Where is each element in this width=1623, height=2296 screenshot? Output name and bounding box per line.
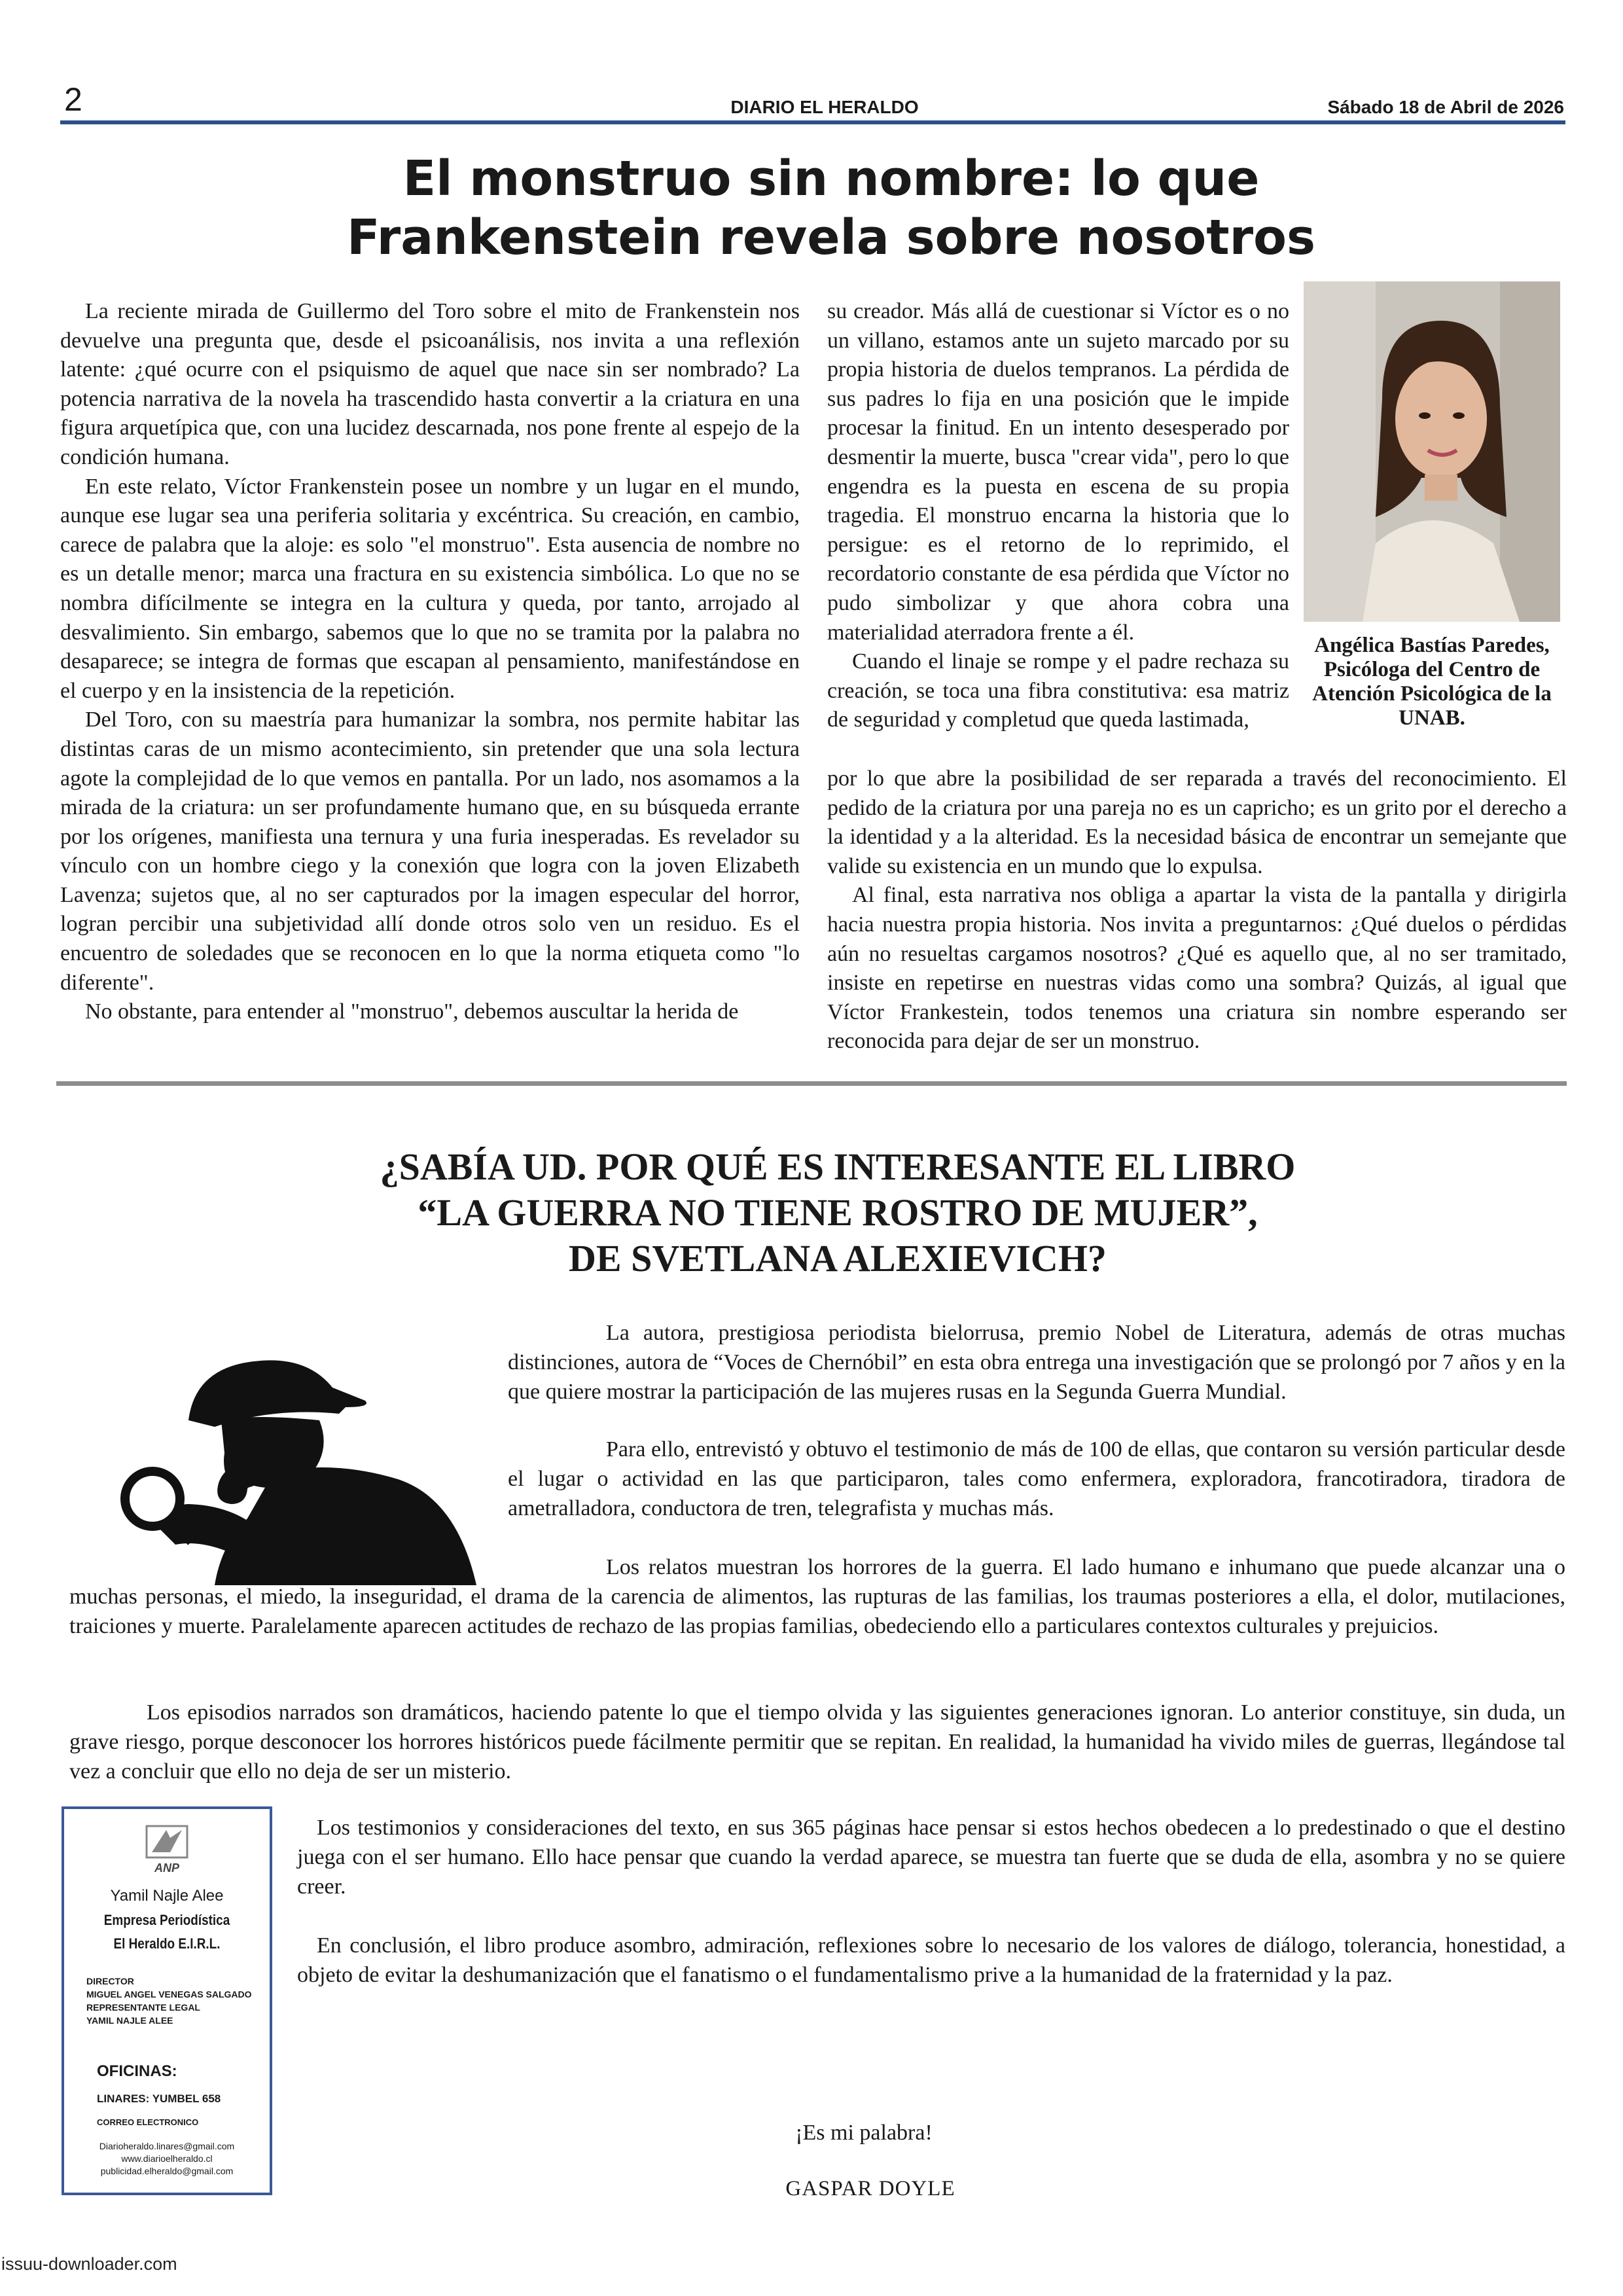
masthead-legal-name: YAMIL NAJLE ALEE: [86, 2015, 173, 2026]
masthead-director-name: MIGUEL ANGEL VENEGAS SALGADO: [86, 1989, 252, 2000]
masthead-email-label: CORREO ELECTRONICO: [97, 2117, 199, 2127]
masthead-offices-label: OFICINAS:: [97, 2062, 177, 2080]
article1-column-left: [60, 297, 800, 1027]
source-watermark: issuu-downloader.com: [1, 2254, 177, 2274]
masthead-linares-address: LINARES: YUMBEL 658: [97, 2092, 221, 2105]
masthead-company: Empresa Periodística: [103, 1912, 230, 1928]
article1-paragraph: por lo que abre la posibilidad de ser reparada a través del reconocimiento. El pedido de la criatura por una pareja no es un capricho; es un grito por el derecho a la identidad y a la alteridad. Es la necesidad básica de encontrar un semejante que valide su existencia en un mundo que lo expulsa.: [827, 766, 1567, 878]
anp-logo-label: ANP: [154, 1861, 179, 1874]
article1-paragraph: La reciente mirada de Guillermo del Toro sobre el mito de Frankenstein nos devuelve una pregunta que, desde el psicoanálisis, nos invita a una reflexión latente: ¿qué ocurre con el psiquismo de aquel que nace sin ser nombrado? La potencia narrativa de la novela ha trascendido hasta convertir a la criatura en una figura arquetípica que, con una lucidez descarnada, nos pone frente al espejo de la condición humana.: [60, 299, 800, 469]
article2-title-line2: “LA GUERRA NO TIENE ROSTRO DE MUJER”,: [418, 1191, 1258, 1234]
article2-paragraph: La autora, prestigiosa periodista bielorrusa, premio Nobel de Literatura, además de otras muchas distinciones, autora de “Voces de Chernóbil” en esta obra entrega una investigación que se prolongó por 7 años y en la que quiere mostrar la participación de las mujeres rusas en la Segunda Guerra Mundial.: [508, 1321, 1565, 1404]
header-rule: [60, 120, 1565, 124]
article1-title-line1: El monstruo sin nombre: lo que: [402, 151, 1260, 207]
article1-paragraph: En este relato, Víctor Frankenstein posee un nombre y un lugar en el mundo, aunque ese lugar sea una periferia solitaria y excéntrica. Su creación, en cambio, carece de palabra que la aloje: es solo "el monstruo". Esta ausencia de nombre no es un detalle menor; marca una fractura en su existencia simbólica. Lo que no se nombra difícilmente se integra en la cultura y queda, por tanto, arrojado al desvalimiento. Sin embargo, sabemos que lo que no se tramita por la palabra no desaparece; se integra de formas que escapan al pensamiento, manifestándose en el cuerpo y en la insistencia de la repetición.: [60, 474, 800, 703]
author-portrait-illustration: [1304, 281, 1560, 622]
article1-paragraph: Al final, esta narrativa nos obliga a apartar la vista de la pantalla y dirigirla hacia nuestra propia historia. Nos invita a preguntarnos: ¿Qué duelos o pérdidas aún no resueltas cargamos nosotros? ¿Qué es aquello que, al no ser tramitado, insiste en repetirse en nuestras vidas como una sombra? Quizás, al igual que Víctor Frankestein, todos tenemos una criatura sin nombre esperando ser reconocida para dejar de ser un monstruo.: [827, 883, 1567, 1054]
masthead-email-link[interactable]: Diarioheraldo.linares@gmail.com: [99, 2141, 235, 2151]
page-number: 2: [64, 81, 82, 118]
anp-logo-icon: [144, 1823, 190, 1860]
article2-paragraph: En conclusión, el libro produce asombro, admiración, reflexiones sobre lo necesario de los valores de diálogo, tolerancia, honestidad, a objeto de evitar la deshumanización que el fanatismo o el fundamentalismo prive a la humanidad de la fraternidad y la paz.: [297, 1933, 1565, 1987]
detective-magnifier-icon: [58, 1329, 490, 1585]
article2-paragraph: Los relatos muestran los horrores de la guerra. El lado humano e inhumano que puede alcanzar una o muchas personas, el miedo, la inseguridad, el drama de la carencia de alimentos, las rupturas de las familias, los traumas posteriores a ella, el dolor, mutilaciones, traiciones y muerte. Paralelamente aparecen actitudes de rechazo de las propias familias, obedeciendo ello a particulares contextos culturales y prejuicios.: [69, 1555, 1565, 1638]
paper-name: DIARIO EL HERALDO: [730, 97, 919, 117]
article2-title-line1: ¿SABÍA UD. POR QUÉ ES INTERESANTE EL LIBRO: [380, 1145, 1296, 1188]
masthead-company-name: El Heraldo E.I.R.L.: [113, 1935, 221, 1952]
masthead-box: [62, 1806, 272, 2195]
article1-title-line2: Frankenstein revela sobre nosotros: [346, 209, 1316, 266]
masthead-advertising-email-link[interactable]: publicidad.elheraldo@gmail.com: [100, 2166, 234, 2176]
article2-paragraph: Para ello, entrevistó y obtuvo el testimonio de más de 100 de ellas, que contaron su versión particular desde el lugar o actividad en las que participaron, tales como enfermera, exploradora, francotiradora, tiradora de ametralladora, conductora de tren, telegrafista y muchas más.: [508, 1437, 1565, 1520]
article2-paragraph: Los episodios narrados son dramáticos, haciendo patente lo que el tiempo olvida y las siguientes generaciones ignoran. Lo anterior constituye, sin duda, un grave riesgo, porque desconocer los horrores históricos puede fácilmente permitir que se repitan. En realidad, la humanidad ha vivido miles de guerras, llegándose tal vez a concluir que ello no deja de ser un misterio.: [69, 1700, 1565, 1784]
article1-paragraph: No obstante, para entender al "monstruo", debemos auscultar la herida de: [85, 999, 739, 1024]
article1-paragraph: Cuando el linaje se rompe y el padre rechaza su creación, se toca una fibra constitutiva: esa matriz de seguridad y completud que queda lastimada,: [827, 649, 1289, 732]
masthead-director-label: DIRECTOR: [86, 1976, 134, 1986]
masthead-owner: Yamil Najle Alee: [110, 1887, 224, 1905]
article2-title: [196, 1144, 1479, 1282]
article1-paragraph: Del Toro, con su maestría para humanizar la sombra, nos permite habitar las distintas caras de un mismo acontecimiento, sin pretender que una sola lectura agote la complejidad de lo que vemos en pantalla. Por un lado, nos asomamos a la mirada de la criatura: un ser profundamente humano que, en su búsqueda errante por los orígenes, manifiesta una ternura y una furia inesperadas. Es revelador su vínculo con un hombre ciego y la conexión que logra con la joven Elizabeth Lavenza; sujetos que, al no ser capturados por la imagen especular del horror, logran percibir una subjetividad allí donde otros solo ven un residuo. Es el encuentro de soledades que se reconocen en lo que la norma etiqueta como "lo diferente".: [60, 708, 800, 995]
article1-column-wide: [827, 764, 1567, 1056]
masthead-legal-label: REPRESENTANTE LEGAL: [86, 2002, 200, 2013]
masthead-website-link[interactable]: www.diarioelheraldo.cl: [121, 2153, 213, 2164]
author-photo: [1304, 281, 1560, 622]
detective-silhouette-image: [58, 1329, 490, 1585]
article2-title-line3: DE SVETLANA ALEXIEVICH?: [569, 1237, 1107, 1280]
article1-paragraph: su creador. Más allá de cuestionar si Víctor es o no un villano, estamos ante un sujeto marcado por su propia historia de duelos tempranos. La pérdida de sus padres lo fija en una posición que le impide procesar la finitud. En un intento desesperado por desmentir la muerte, busca "crear vida", pero lo que engendra es la puesta en escena de su propia tragedia. El monstruo encarna la historia que lo persigue: es el retorno de lo reprimido, el recordatorio constante de esa pérdida que Víctor no pudo simbolizar y que ahora cobra una materialidad aterradora frente a él.: [827, 299, 1289, 645]
section-divider: [56, 1081, 1567, 1086]
author-caption: Angélica Bastías Paredes, Psicóloga del Centro de Atención Psicológica de la UNAB.: [1312, 634, 1552, 730]
issue-date: Sábado 18 de Abril de 2026: [1327, 97, 1564, 117]
article2-signoff: ¡Es mi palabra!: [795, 2121, 933, 2145]
article2-signature: GASPAR DOYLE: [785, 2177, 955, 2200]
article1-column-right: [827, 297, 1289, 735]
article1-title: [301, 149, 1361, 267]
article2-paragraph: Los testimonios y consideraciones del texto, en sus 365 páginas hace pensar si estos hechos obedecen a lo predestinado o que el destino juega con el ser humano. Ello hace pensar que cuando la verdad aparece, se muestra tan fuerte que se duda de ella, asombra y no se quiere creer.: [297, 1816, 1565, 1899]
